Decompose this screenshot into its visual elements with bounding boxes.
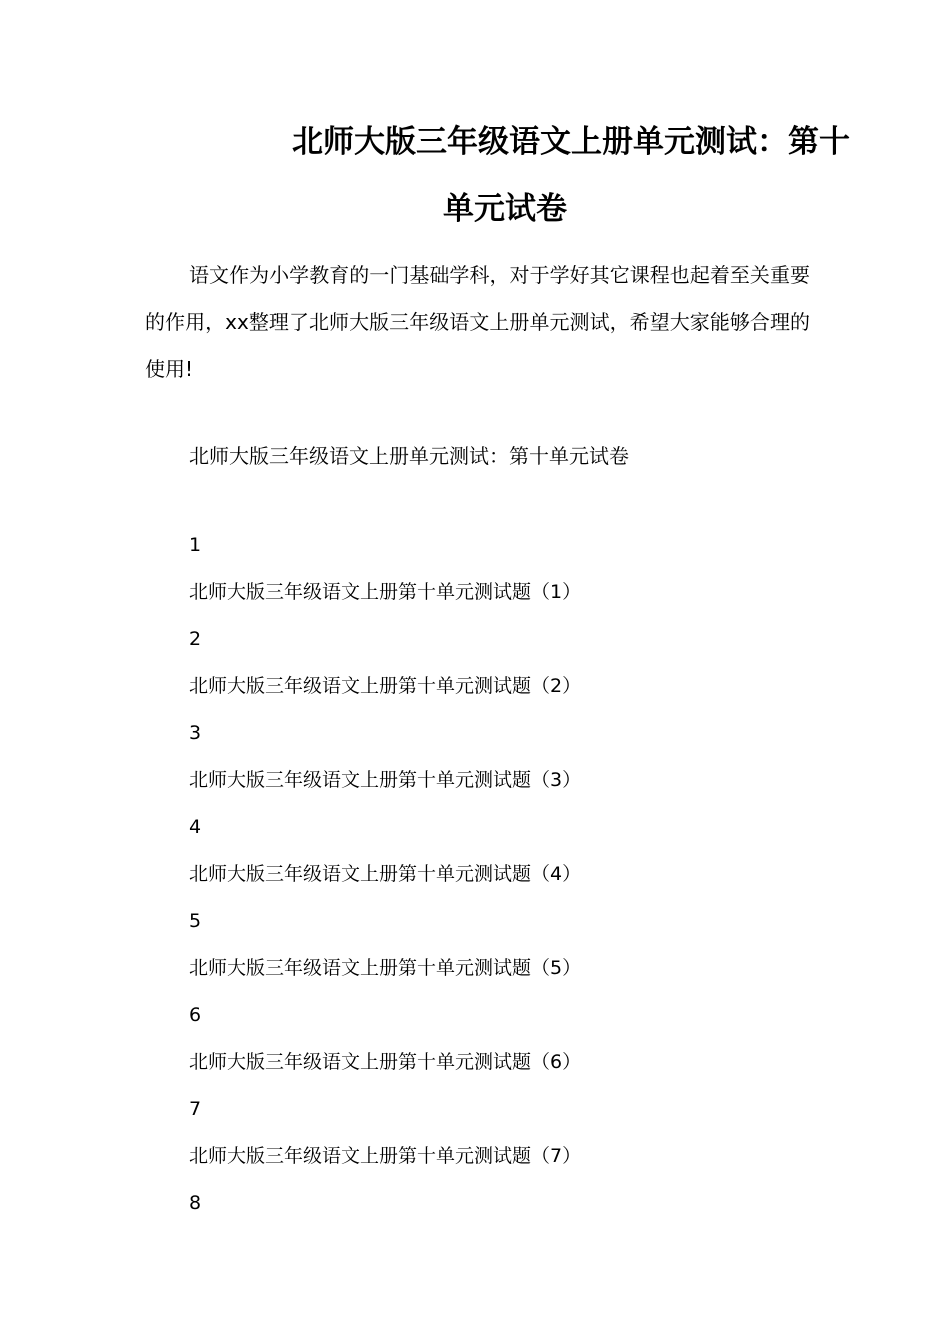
test-link[interactable]: 北师大版三年级语文上册第十单元测试题（6） <box>189 1051 582 1073</box>
list-item <box>189 1000 581 1094</box>
item-number: 1 <box>189 534 202 556</box>
test-link[interactable]: 北师大版三年级语文上册第十单元测试题（2） <box>189 675 582 697</box>
test-link[interactable]: 北师大版三年级语文上册第十单元测试题（3） <box>189 769 582 791</box>
section-subheading: 北师大版三年级语文上册单元测试：第十单元试卷 <box>189 444 629 468</box>
test-link[interactable]: 北师大版三年级语文上册第十单元测试题（5） <box>189 957 582 979</box>
list-item <box>189 1094 581 1188</box>
test-link[interactable]: 北师大版三年级语文上册第十单元测试题（7） <box>189 1145 582 1167</box>
item-number: 4 <box>189 816 202 838</box>
intro-paragraph: 语文作为小学教育的一门基础学科，对于学好其它课程也起着至关重要的作用，xx整理了北师大版三年级语文上册单元测试，希望大家能够合理的使用! <box>145 263 810 381</box>
item-number: 8 <box>189 1192 202 1214</box>
item-number: 2 <box>189 628 202 650</box>
document-title-line-1 <box>145 122 865 162</box>
list-item <box>189 718 581 812</box>
document-title-text-1: 北师大版三年级语文上册单元测试：第十 <box>292 124 850 160</box>
item-number: 5 <box>189 910 202 932</box>
test-link[interactable]: 北师大版三年级语文上册第十单元测试题（1） <box>189 581 582 603</box>
test-list <box>189 530 581 1235</box>
item-number: 6 <box>189 1004 202 1026</box>
item-number: 7 <box>189 1098 202 1120</box>
list-item <box>189 812 581 906</box>
list-item <box>189 530 581 624</box>
document-title-line-2: 单元试卷 <box>443 191 567 227</box>
test-link[interactable]: 北师大版三年级语文上册第十单元测试题（4） <box>189 863 582 885</box>
item-number: 3 <box>189 722 202 744</box>
list-item <box>189 906 581 1000</box>
list-item <box>189 1188 581 1235</box>
list-item <box>189 624 581 718</box>
